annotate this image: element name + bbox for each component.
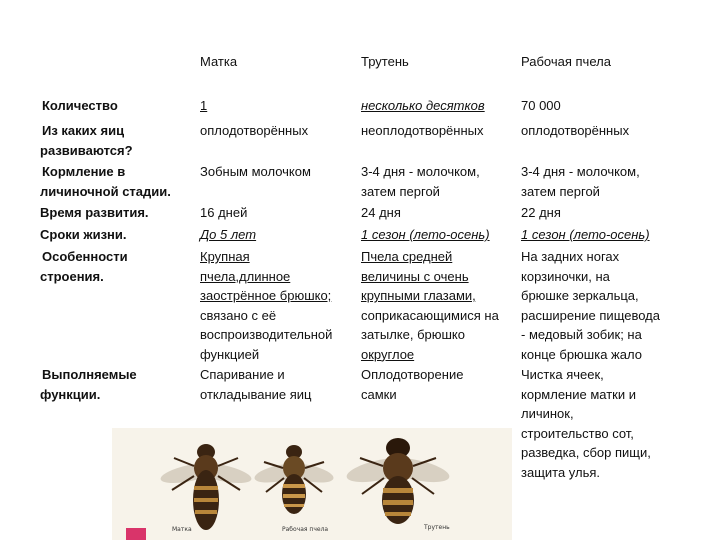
queen-structure: Крупная пчела,длинное заострённое брюшко; связано с её воспроизводительной функцией xyxy=(200,249,333,362)
queen-lifespan: До 5 лет xyxy=(200,227,257,242)
queen-development: 16 дней xyxy=(200,205,248,220)
bees-illustration xyxy=(112,428,512,540)
drone-quantity: несколько десятков xyxy=(361,98,485,113)
worker-eggs: оплодотворённых xyxy=(521,123,630,138)
drone-structure: Пчела средней величины с очень крупными глазами, соприкасающимися на затылке, брюшко округлое xyxy=(361,249,499,362)
drone-bee-image xyxy=(345,438,452,524)
header-queen: Матка xyxy=(200,54,238,69)
worker-development: 22 дня xyxy=(521,205,561,220)
drone-feeding: 3-4 дня - молочком, затем пергой xyxy=(361,164,480,199)
row-label-structure: Особенности строения. xyxy=(40,249,128,284)
header-worker: Рабочая пчела xyxy=(521,54,611,69)
drone-development: 24 дня xyxy=(361,205,401,220)
photo-caption-worker: Рабочая пчела xyxy=(282,526,329,533)
header-drone: Трутень xyxy=(361,54,409,69)
worker-lifespan: 1 сезон (лето-осень) xyxy=(521,227,650,242)
worker-functions: Чистка ячеек, кормление матки и личинок, строительство сот, разведка, сбор пищи, защита улья. xyxy=(521,367,651,480)
drone-functions: Оплодотворение самки xyxy=(361,367,464,402)
queen-eggs: оплодотворённых xyxy=(200,123,309,138)
row-label-feeding: Кормление в личиночной стадии. xyxy=(40,164,171,199)
worker-bee-image xyxy=(253,445,335,514)
queen-feeding: Зобным молочком xyxy=(200,164,311,179)
drone-eggs: неоплодотворённых xyxy=(361,123,484,138)
worker-feeding: 3-4 дня - молочком, затем пергой xyxy=(521,164,640,199)
row-label-development: Время развития. xyxy=(40,205,149,220)
bees-photo xyxy=(112,428,512,540)
queen-quantity: 1 xyxy=(200,98,208,113)
worker-quantity: 70 000 xyxy=(521,98,561,113)
photo-caption-drone: Трутень xyxy=(424,524,450,531)
drone-lifespan: 1 сезон (лето-осень) xyxy=(361,227,490,242)
row-label-lifespan: Сроки жизни. xyxy=(40,227,127,242)
pink-corner-mark xyxy=(126,528,146,540)
queen-bee-image xyxy=(159,444,253,530)
row-label-eggs: Из каких яиц развиваются? xyxy=(40,123,133,158)
photo-caption-queen: Матка xyxy=(172,526,192,533)
queen-functions: Спаривание и откладывание яиц xyxy=(200,367,312,402)
worker-structure: На задних ногах корзиночки, на брюшке зеркальца, расширение пищевода - медовый зобик; на конце брюшка жало xyxy=(521,249,660,362)
row-label-functions: Выполняемые функции. xyxy=(40,367,137,402)
row-label-quantity: Количество xyxy=(42,98,118,113)
